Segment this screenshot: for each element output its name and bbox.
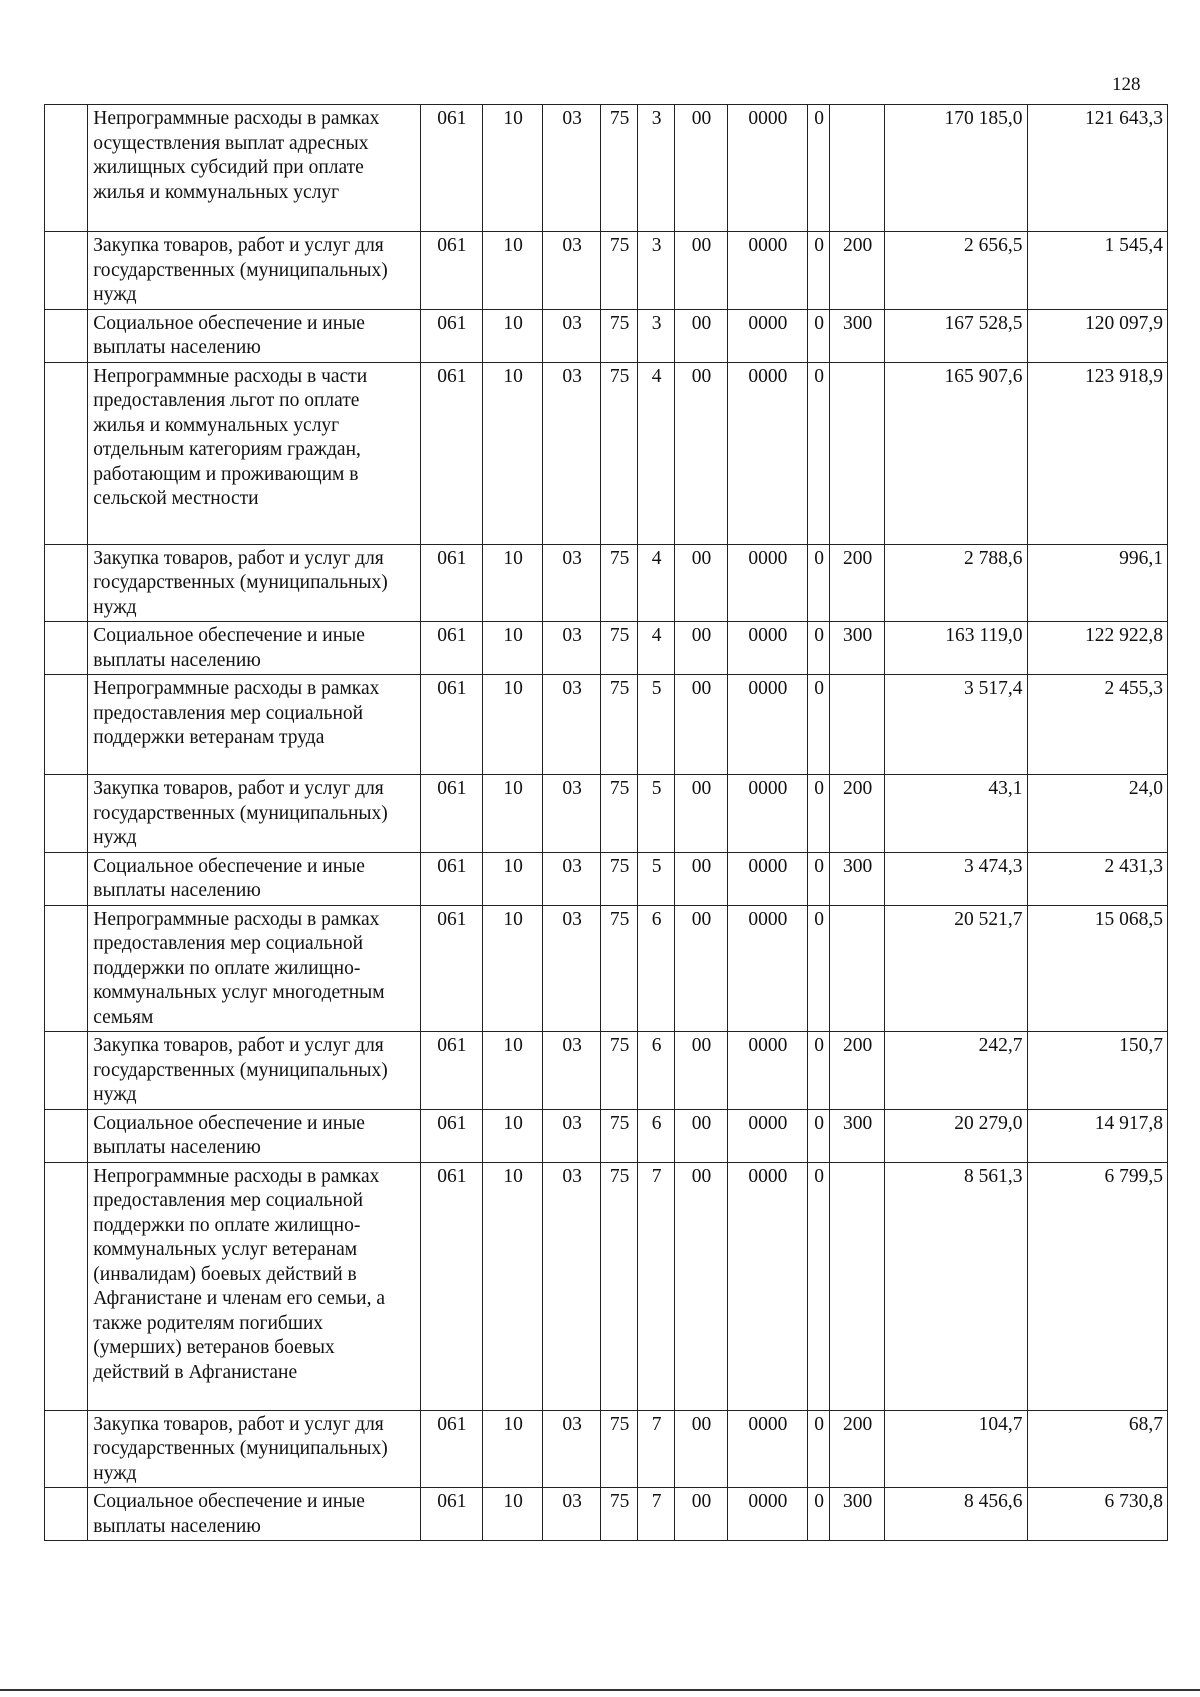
planned-amount-cell: 165 907,6 [885, 362, 1027, 544]
ministry-code-cell: 061 [420, 775, 482, 853]
subprogram-code-cell: 4 [638, 544, 675, 622]
program-code-cell: 75 [601, 1410, 638, 1488]
program-code-cell: 75 [601, 622, 638, 675]
expense-type-code-cell: 200 [830, 1032, 885, 1110]
expense-name-cell: Закупка товаров, работ и услуг для государственных (муниципальных) нужд [88, 1410, 420, 1488]
page-number: 128 [1112, 74, 1141, 95]
executed-amount-cell: 24,0 [1027, 775, 1167, 853]
direction-code-cell: 0000 [727, 309, 807, 362]
subprogram-code-cell: 3 [638, 105, 675, 232]
planned-amount-cell: 43,1 [885, 775, 1027, 853]
program-code-cell: 75 [601, 1109, 638, 1162]
expense-type-code-cell: 300 [830, 1109, 885, 1162]
section-code-cell: 10 [482, 362, 542, 544]
direction-suffix-code-cell: 0 [808, 622, 830, 675]
main-event-code-cell: 00 [675, 1488, 728, 1541]
section-code-cell: 10 [482, 1109, 542, 1162]
section-code-cell: 10 [482, 232, 542, 310]
direction-suffix-code-cell: 0 [808, 775, 830, 853]
subprogram-code-cell: 5 [638, 675, 675, 775]
planned-amount-cell: 8 456,6 [885, 1488, 1027, 1541]
program-code-cell: 75 [601, 905, 638, 1032]
direction-code-cell: 0000 [727, 362, 807, 544]
ministry-code-cell: 061 [420, 232, 482, 310]
section-code-cell: 10 [482, 1032, 542, 1110]
direction-code-cell: 0000 [727, 1410, 807, 1488]
direction-suffix-code-cell: 0 [808, 105, 830, 232]
program-code-cell: 75 [601, 1488, 638, 1541]
executed-amount-cell: 121 643,3 [1027, 105, 1167, 232]
expense-type-code-cell: 300 [830, 852, 885, 905]
direction-suffix-code-cell: 0 [808, 1109, 830, 1162]
ministry-code-cell: 061 [420, 1410, 482, 1488]
table-row [45, 905, 1168, 1032]
subprogram-code-cell: 5 [638, 852, 675, 905]
expense-type-code-cell: 200 [830, 232, 885, 310]
executed-amount-cell: 2 455,3 [1027, 675, 1167, 775]
ministry-code-cell: 061 [420, 852, 482, 905]
expense-name-cell: Закупка товаров, работ и услуг для государственных (муниципальных) нужд [88, 775, 420, 853]
program-code-cell: 75 [601, 232, 638, 310]
executed-amount-cell: 1 545,4 [1027, 232, 1167, 310]
row-index-cell [45, 1488, 88, 1541]
ministry-code-cell: 061 [420, 362, 482, 544]
program-code-cell: 75 [601, 1162, 638, 1410]
table-row [45, 1488, 1168, 1541]
expense-name-cell: Непрограммные расходы в части предоставления льгот по оплате жилья и коммунальных услуг отдельным категориям граждан, работающим и проживающим в сельской местности [88, 362, 420, 544]
direction-code-cell: 0000 [727, 105, 807, 232]
subsection-code-cell: 03 [543, 1032, 601, 1110]
direction-suffix-code-cell: 0 [808, 675, 830, 775]
expense-name-cell: Непрограммные расходы в рамках осуществления выплат адресных жилищных субсидий при оплате жилья и коммунальных услуг [88, 105, 420, 232]
subsection-code-cell: 03 [543, 362, 601, 544]
section-code-cell: 10 [482, 1162, 542, 1410]
expense-type-code-cell [830, 362, 885, 544]
executed-amount-cell: 2 431,3 [1027, 852, 1167, 905]
expense-name-cell: Закупка товаров, работ и услуг для государственных (муниципальных) нужд [88, 1032, 420, 1110]
section-code-cell: 10 [482, 309, 542, 362]
program-code-cell: 75 [601, 852, 638, 905]
program-code-cell: 75 [601, 544, 638, 622]
subsection-code-cell: 03 [543, 622, 601, 675]
row-index-cell [45, 544, 88, 622]
direction-suffix-code-cell: 0 [808, 1162, 830, 1410]
expense-name-cell: Непрограммные расходы в рамках предоставления мер социальной поддержки по оплате жилищно-коммунальных услуг многодетным семьям [88, 905, 420, 1032]
expense-name-cell: Социальное обеспечение и иные выплаты населению [88, 309, 420, 362]
main-event-code-cell: 00 [675, 852, 728, 905]
program-code-cell: 75 [601, 775, 638, 853]
section-code-cell: 10 [482, 105, 542, 232]
direction-code-cell: 0000 [727, 675, 807, 775]
executed-amount-cell: 120 097,9 [1027, 309, 1167, 362]
planned-amount-cell: 170 185,0 [885, 105, 1027, 232]
subsection-code-cell: 03 [543, 1488, 601, 1541]
row-index-cell [45, 232, 88, 310]
subprogram-code-cell: 3 [638, 232, 675, 310]
expense-type-code-cell: 300 [830, 622, 885, 675]
section-code-cell: 10 [482, 775, 542, 853]
direction-code-cell: 0000 [727, 1032, 807, 1110]
table-row [45, 1410, 1168, 1488]
program-code-cell: 75 [601, 1032, 638, 1110]
expense-name-cell: Социальное обеспечение и иные выплаты населению [88, 852, 420, 905]
subsection-code-cell: 03 [543, 905, 601, 1032]
planned-amount-cell: 242,7 [885, 1032, 1027, 1110]
program-code-cell: 75 [601, 675, 638, 775]
subprogram-code-cell: 7 [638, 1488, 675, 1541]
expense-name-cell: Закупка товаров, работ и услуг для государственных (муниципальных) нужд [88, 544, 420, 622]
ministry-code-cell: 061 [420, 675, 482, 775]
subsection-code-cell: 03 [543, 775, 601, 853]
direction-code-cell: 0000 [727, 1109, 807, 1162]
row-index-cell [45, 622, 88, 675]
main-event-code-cell: 00 [675, 232, 728, 310]
row-index-cell [45, 1162, 88, 1410]
main-event-code-cell: 00 [675, 622, 728, 675]
program-code-cell: 75 [601, 309, 638, 362]
row-index-cell [45, 675, 88, 775]
executed-amount-cell: 150,7 [1027, 1032, 1167, 1110]
direction-suffix-code-cell: 0 [808, 1032, 830, 1110]
main-event-code-cell: 00 [675, 905, 728, 1032]
subsection-code-cell: 03 [543, 1109, 601, 1162]
table-row [45, 1109, 1168, 1162]
table-row [45, 852, 1168, 905]
table-row [45, 1032, 1168, 1110]
main-event-code-cell: 00 [675, 362, 728, 544]
program-code-cell: 75 [601, 105, 638, 232]
ministry-code-cell: 061 [420, 1488, 482, 1541]
budget-table [44, 104, 1168, 1541]
direction-suffix-code-cell: 0 [808, 1410, 830, 1488]
subsection-code-cell: 03 [543, 544, 601, 622]
direction-code-cell: 0000 [727, 622, 807, 675]
section-code-cell: 10 [482, 1410, 542, 1488]
direction-suffix-code-cell: 0 [808, 362, 830, 544]
ministry-code-cell: 061 [420, 622, 482, 675]
expense-name-cell: Закупка товаров, работ и услуг для государственных (муниципальных) нужд [88, 232, 420, 310]
subprogram-code-cell: 6 [638, 1032, 675, 1110]
row-index-cell [45, 905, 88, 1032]
subprogram-code-cell: 6 [638, 905, 675, 1032]
subsection-code-cell: 03 [543, 1162, 601, 1410]
row-index-cell [45, 1032, 88, 1110]
section-code-cell: 10 [482, 544, 542, 622]
main-event-code-cell: 00 [675, 1109, 728, 1162]
ministry-code-cell: 061 [420, 905, 482, 1032]
planned-amount-cell: 3 517,4 [885, 675, 1027, 775]
expense-type-code-cell [830, 905, 885, 1032]
direction-suffix-code-cell: 0 [808, 544, 830, 622]
row-index-cell [45, 1410, 88, 1488]
subprogram-code-cell: 7 [638, 1162, 675, 1410]
subsection-code-cell: 03 [543, 852, 601, 905]
direction-suffix-code-cell: 0 [808, 852, 830, 905]
row-index-cell [45, 1109, 88, 1162]
executed-amount-cell: 15 068,5 [1027, 905, 1167, 1032]
subprogram-code-cell: 6 [638, 1109, 675, 1162]
expense-type-code-cell: 300 [830, 1488, 885, 1541]
expense-type-code-cell: 200 [830, 775, 885, 853]
table-row [45, 105, 1168, 232]
ministry-code-cell: 061 [420, 544, 482, 622]
planned-amount-cell: 8 561,3 [885, 1162, 1027, 1410]
table-row [45, 544, 1168, 622]
executed-amount-cell: 122 922,8 [1027, 622, 1167, 675]
row-index-cell [45, 362, 88, 544]
section-code-cell: 10 [482, 675, 542, 775]
ministry-code-cell: 061 [420, 309, 482, 362]
main-event-code-cell: 00 [675, 309, 728, 362]
row-index-cell [45, 852, 88, 905]
planned-amount-cell: 104,7 [885, 1410, 1027, 1488]
subsection-code-cell: 03 [543, 309, 601, 362]
expense-name-cell: Социальное обеспечение и иные выплаты населению [88, 622, 420, 675]
subprogram-code-cell: 4 [638, 362, 675, 544]
subprogram-code-cell: 3 [638, 309, 675, 362]
row-index-cell [45, 775, 88, 853]
expense-type-code-cell [830, 1162, 885, 1410]
main-event-code-cell: 00 [675, 675, 728, 775]
table-row [45, 309, 1168, 362]
executed-amount-cell: 14 917,8 [1027, 1109, 1167, 1162]
section-code-cell: 10 [482, 852, 542, 905]
planned-amount-cell: 20 279,0 [885, 1109, 1027, 1162]
executed-amount-cell: 6 799,5 [1027, 1162, 1167, 1410]
subsection-code-cell: 03 [543, 232, 601, 310]
section-code-cell: 10 [482, 1488, 542, 1541]
table-row [45, 232, 1168, 310]
planned-amount-cell: 167 528,5 [885, 309, 1027, 362]
ministry-code-cell: 061 [420, 105, 482, 232]
expense-type-code-cell [830, 105, 885, 232]
planned-amount-cell: 20 521,7 [885, 905, 1027, 1032]
direction-code-cell: 0000 [727, 1488, 807, 1541]
section-code-cell: 10 [482, 622, 542, 675]
main-event-code-cell: 00 [675, 1162, 728, 1410]
direction-suffix-code-cell: 0 [808, 232, 830, 310]
expense-type-code-cell [830, 675, 885, 775]
expense-type-code-cell: 200 [830, 544, 885, 622]
main-event-code-cell: 00 [675, 775, 728, 853]
expense-type-code-cell: 300 [830, 309, 885, 362]
row-index-cell [45, 309, 88, 362]
executed-amount-cell: 996,1 [1027, 544, 1167, 622]
main-event-code-cell: 00 [675, 544, 728, 622]
subprogram-code-cell: 5 [638, 775, 675, 853]
direction-code-cell: 0000 [727, 1162, 807, 1410]
planned-amount-cell: 2 656,5 [885, 232, 1027, 310]
expense-name-cell: Непрограммные расходы в рамках предоставления мер социальной поддержки ветеранам труда [88, 675, 420, 775]
page-edge-line [0, 1689, 1200, 1691]
direction-suffix-code-cell: 0 [808, 1488, 830, 1541]
direction-suffix-code-cell: 0 [808, 309, 830, 362]
ministry-code-cell: 061 [420, 1032, 482, 1110]
row-index-cell [45, 105, 88, 232]
direction-code-cell: 0000 [727, 544, 807, 622]
direction-suffix-code-cell: 0 [808, 905, 830, 1032]
table-row [45, 675, 1168, 775]
expense-name-cell: Социальное обеспечение и иные выплаты населению [88, 1488, 420, 1541]
subprogram-code-cell: 7 [638, 1410, 675, 1488]
main-event-code-cell: 00 [675, 1032, 728, 1110]
direction-code-cell: 0000 [727, 232, 807, 310]
expense-type-code-cell: 200 [830, 1410, 885, 1488]
ministry-code-cell: 061 [420, 1162, 482, 1410]
subsection-code-cell: 03 [543, 675, 601, 775]
direction-code-cell: 0000 [727, 775, 807, 853]
subsection-code-cell: 03 [543, 1410, 601, 1488]
subsection-code-cell: 03 [543, 105, 601, 232]
executed-amount-cell: 68,7 [1027, 1410, 1167, 1488]
table-row [45, 775, 1168, 853]
direction-code-cell: 0000 [727, 852, 807, 905]
section-code-cell: 10 [482, 905, 542, 1032]
planned-amount-cell: 3 474,3 [885, 852, 1027, 905]
main-event-code-cell: 00 [675, 105, 728, 232]
planned-amount-cell: 2 788,6 [885, 544, 1027, 622]
table-row [45, 622, 1168, 675]
expense-name-cell: Непрограммные расходы в рамках предоставления мер социальной поддержки по оплате жилищно-коммунальных услуг ветеранам (инвалидам) боевых действий в Афганистане и членам его семьи, а также родителям погибших (умерших) ветеранов боевых действий в Афганистане [88, 1162, 420, 1410]
table-row [45, 1162, 1168, 1410]
program-code-cell: 75 [601, 362, 638, 544]
executed-amount-cell: 123 918,9 [1027, 362, 1167, 544]
direction-code-cell: 0000 [727, 905, 807, 1032]
ministry-code-cell: 061 [420, 1109, 482, 1162]
subprogram-code-cell: 4 [638, 622, 675, 675]
expense-name-cell: Социальное обеспечение и иные выплаты населению [88, 1109, 420, 1162]
main-event-code-cell: 00 [675, 1410, 728, 1488]
planned-amount-cell: 163 119,0 [885, 622, 1027, 675]
executed-amount-cell: 6 730,8 [1027, 1488, 1167, 1541]
table-row [45, 362, 1168, 544]
